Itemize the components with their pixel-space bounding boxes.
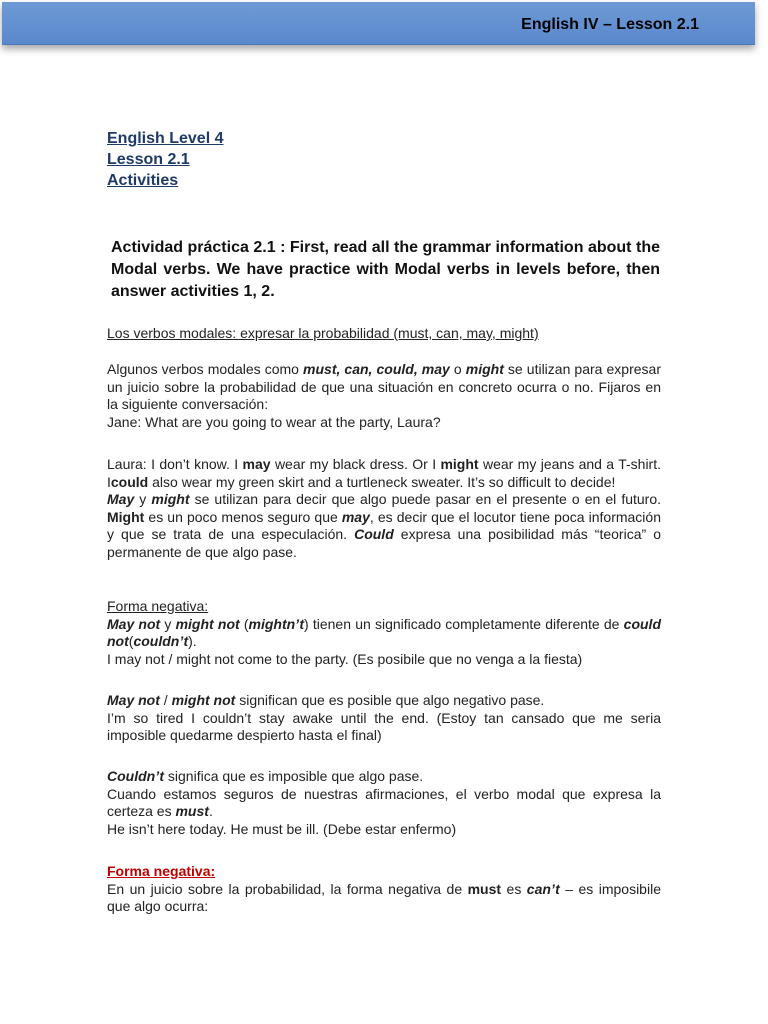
may-not-example: I’m so tired I couldn’t stay awake until the end. (Estoy tan cansado que me seria imposible quedarme despierto hasta el final) — [107, 709, 661, 743]
lesson-heading — [107, 128, 223, 191]
paragraph-couldnt — [107, 768, 661, 838]
activity-intro: Actividad práctica 2.1 : First, read all the grammar information about the Modal verbs. We have practice with Modal verbs in levels before, then answer activities 1, 2. — [111, 239, 660, 300]
heading-activities: Activities — [107, 172, 179, 189]
must-example: He isn’t here today. He must be ill. (Debe estar enfermo) — [107, 820, 457, 837]
heading-level: English Level 4 — [107, 130, 224, 147]
negative-form-title-2: Forma negativa: — [107, 863, 216, 879]
laura-line: Laura: I don’t know. I may wear my black dress. Or I might wear my jeans and a T-shirt. Icould also wear my green skirt and a turtleneck sweater. It’s so difficult to decide! — [107, 456, 661, 490]
couldnt-explanation: Couldn’t significa que es imposible que algo pase. — [107, 768, 424, 784]
negative-form-title: Forma negativa: — [107, 598, 209, 614]
must-explanation: Cuando estamos seguros de nuestras afirmaciones, el verbo modal que expresa la certeza es must. — [107, 785, 661, 819]
jane-line: Jane: What are you going to wear at the party, Laura? — [107, 413, 441, 430]
may-not-explanation: May not / might not significan que es posible que algo negativo pase. — [107, 692, 545, 708]
paragraph-negative-1 — [107, 598, 661, 668]
paragraph-negative-2 — [107, 863, 661, 916]
modals-explanation: Algunos verbos modales como must, can, could, may o might se utilizan para expresar un juicio sobre la probabilidad de que una situación en concreto ocurra o no. Fijaros en la siguiente conversación: — [107, 361, 661, 412]
section-title — [107, 325, 661, 343]
header-bar — [2, 2, 755, 45]
negative-example: I may not / might not come to the party. (Es posibile que no venga a la fiesta) — [107, 650, 583, 667]
section-title-text: Los verbos modales: expresar la probabilidad (must, can, may, might) — [107, 325, 539, 341]
paragraph-intro-modals — [107, 361, 661, 431]
negative-explanation: May not y might not (mightn’t) tienen un significado completamente diferente de could not(couldn’t). — [107, 615, 662, 649]
header-title: English IV – Lesson 2.1 — [521, 16, 699, 33]
paragraph-may-not — [107, 692, 661, 745]
may-might-explanation: May y might se utilizan para decir que algo puede pasar en el presente o en el futuro. Might es un poco menos seguro que may, es decir que el locutor tiene poca información y que se trata de una especulación. Could expresa una posibilidad más “teorica” o permanente de que algo pase. — [107, 491, 662, 560]
heading-lesson: Lesson 2.1 — [107, 151, 190, 168]
paragraph-laura — [107, 456, 661, 561]
cant-explanation: En un juicio sobre la probabilidad, la forma negativa de must es can’t – es imposibile que algo ocurra: — [107, 880, 661, 914]
